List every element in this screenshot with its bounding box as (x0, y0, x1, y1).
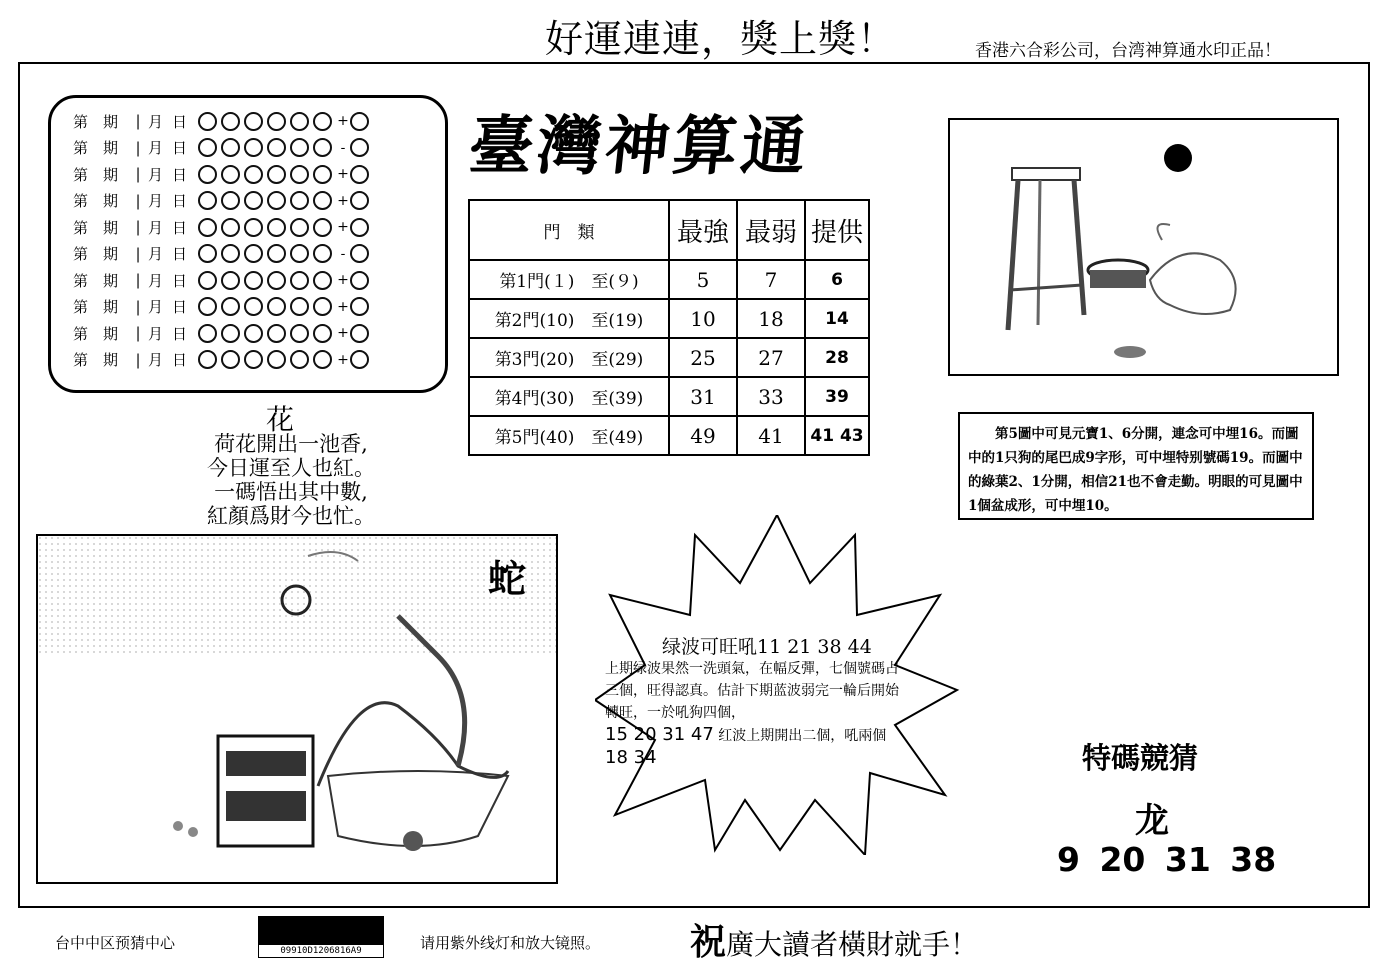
number-circle (267, 324, 286, 343)
header-strongest: 最強 (669, 200, 737, 260)
row-name: 第4門(30) 至(39) (469, 377, 669, 416)
period-label: 第 期 (73, 139, 119, 158)
period-label: 第 期 (73, 218, 119, 237)
dog-drawing (950, 120, 1337, 374)
number-circle (267, 244, 286, 263)
number-circle (244, 244, 263, 263)
month-label: 月 (148, 324, 164, 343)
row-provide: 6 (805, 260, 869, 299)
table-row (469, 338, 869, 377)
period-row (73, 294, 445, 321)
special-circle (350, 218, 369, 237)
number-circle (290, 324, 309, 343)
number-circle (221, 112, 240, 131)
divider: | (135, 244, 141, 263)
number-circle (313, 191, 332, 210)
row-strongest: 10 (669, 299, 737, 338)
month-label: 月 (148, 192, 164, 211)
period-label: 第 期 (73, 271, 119, 290)
number-circle (313, 138, 332, 157)
number-circle (267, 218, 286, 237)
sign-label: + (337, 113, 349, 130)
special-circle (350, 271, 369, 290)
number-circle (198, 138, 217, 157)
number-circle (221, 191, 240, 210)
number-circle (267, 138, 286, 157)
month-label: 月 (148, 245, 164, 264)
period-row (73, 161, 445, 188)
number-circle (244, 350, 263, 369)
number-circle (244, 138, 263, 157)
row-weakest: 27 (737, 338, 805, 377)
number-circle (244, 271, 263, 290)
table-row (469, 377, 869, 416)
sign-label: - (340, 139, 346, 156)
row-provide: 39 (805, 377, 869, 416)
header-weakest: 最弱 (737, 200, 805, 260)
period-label: 第 期 (73, 192, 119, 211)
number-circle (267, 112, 286, 131)
day-label: 日 (172, 351, 188, 370)
table-row (469, 416, 869, 455)
poem-line: 荷花開出一池香, (214, 432, 368, 456)
special-circle (350, 244, 369, 263)
number-circle (221, 165, 240, 184)
number-circle (221, 138, 240, 157)
day-label: 日 (172, 165, 188, 184)
period-row (73, 320, 445, 347)
month-label: 月 (148, 112, 164, 131)
period-row (73, 214, 445, 241)
period-row (73, 135, 445, 162)
number-circle (221, 218, 240, 237)
number-circle (221, 350, 240, 369)
burst-headline: 绿波可旺吼11 21 38 44 (662, 636, 872, 658)
header-category: 門 類 (469, 200, 669, 260)
day-label: 日 (172, 112, 188, 131)
number-circle (221, 271, 240, 290)
day-label: 日 (172, 271, 188, 290)
snake-drawing (38, 536, 556, 882)
period-row (73, 241, 445, 268)
row-name: 第2門(10) 至(19) (469, 299, 669, 338)
sign-label: + (337, 351, 349, 368)
day-label: 日 (172, 218, 188, 237)
page-title: 臺灣神算通 (465, 109, 814, 184)
month-label: 月 (148, 218, 164, 237)
center-name: 台中中区预猜中心 (55, 934, 176, 952)
number-circle (244, 218, 263, 237)
number-circle (198, 218, 217, 237)
burst-text: 上期绿波果然一洗頭氣，在幅反彈，七個號碼占三個，旺得認真。估計下期蓝波弱完一輪后開始轉旺，一於吼狗四個， (605, 661, 899, 721)
number-circle (313, 165, 332, 184)
day-label: 日 (172, 192, 188, 211)
poem-title: 花 (266, 403, 295, 436)
ingot-icon (1114, 346, 1146, 358)
period-label: 第 期 (73, 112, 119, 131)
sign-label: + (337, 192, 349, 209)
number-circle (313, 297, 332, 316)
number-circle (198, 324, 217, 343)
day-label: 日 (172, 324, 188, 343)
day-label: 日 (172, 298, 188, 317)
number-circle (198, 271, 217, 290)
wish-char: 祝 (690, 921, 727, 963)
snake-illustration (36, 534, 558, 884)
number-circle (198, 297, 217, 316)
burst-body (605, 658, 905, 770)
row-name: 第3門(20) 至(29) (469, 338, 669, 377)
number-circle (198, 244, 217, 263)
row-strongest: 25 (669, 338, 737, 377)
poem-line: 今日運至人也紅。 (207, 456, 375, 480)
number-circle (313, 271, 332, 290)
number-circle (244, 191, 263, 210)
number-circle (290, 112, 309, 131)
number-circle (198, 350, 217, 369)
poem-line: 紅顏爲財今也忙。 (207, 504, 375, 528)
number-circle (290, 297, 309, 316)
dog-icon (1150, 253, 1236, 314)
day-label: 日 (172, 139, 188, 158)
special-title: 特碼競猜 (1082, 741, 1199, 775)
table-row (469, 260, 869, 299)
row-name: 第5門(40) 至(49) (469, 416, 669, 455)
number-circle (290, 218, 309, 237)
period-row (73, 267, 445, 294)
number-circle (244, 112, 263, 131)
number-circle (267, 350, 286, 369)
sign-label: + (337, 166, 349, 183)
number-circle (244, 165, 263, 184)
divider: | (135, 191, 141, 210)
divider: | (135, 350, 141, 369)
number-circle (290, 191, 309, 210)
number-circle (221, 244, 240, 263)
row-weakest: 7 (737, 260, 805, 299)
special-circle (350, 191, 369, 210)
period-label: 第 期 (73, 324, 119, 343)
row-strongest: 5 (669, 260, 737, 299)
number-circle (313, 324, 332, 343)
number-circle (313, 244, 332, 263)
number-circle (313, 350, 332, 369)
wish-rest: 廣大讀者橫財就手！ (726, 928, 979, 961)
barcode (258, 916, 384, 958)
divider: | (135, 271, 141, 290)
special-circle (350, 165, 369, 184)
poem-text (196, 432, 386, 528)
dog-illustration (948, 118, 1339, 376)
burst-numbers-2: 18 34 (605, 747, 657, 768)
row-provide: 41 43 (805, 416, 869, 455)
row-provide: 28 (805, 338, 869, 377)
divider: | (135, 138, 141, 157)
row-weakest: 33 (737, 377, 805, 416)
row-provide: 14 (805, 299, 869, 338)
row-weakest: 18 (737, 299, 805, 338)
number-circle (244, 324, 263, 343)
period-label: 第 期 (73, 245, 119, 264)
wish-text (690, 914, 978, 965)
sign-label: + (337, 298, 349, 315)
special-circle (350, 350, 369, 369)
month-label: 月 (148, 165, 164, 184)
number-circle (267, 297, 286, 316)
number-circle (267, 271, 286, 290)
period-row (73, 108, 445, 135)
snake-label: 蛇 (488, 557, 527, 601)
sign-label: + (337, 272, 349, 289)
row-weakest: 41 (737, 416, 805, 455)
row-strongest: 31 (669, 377, 737, 416)
period-label: 第 期 (73, 165, 119, 184)
divider: | (135, 324, 141, 343)
special-circle (350, 138, 369, 157)
number-circle (290, 165, 309, 184)
sign-label: + (337, 325, 349, 342)
tagline-text: 香港六合彩公司，台湾神算通水印正品！ (975, 41, 1281, 61)
special-numbers: 9 20 31 38 (1057, 840, 1277, 879)
number-circle (290, 350, 309, 369)
period-row (73, 347, 445, 374)
barcode-number: 09910D1206816A9 (280, 946, 362, 956)
special-circle (350, 112, 369, 131)
period-label: 第 期 (73, 298, 119, 317)
number-circle (221, 297, 240, 316)
poem-line: 一碼悟出其中數, (214, 480, 368, 504)
number-circle (267, 191, 286, 210)
divider: | (135, 297, 141, 316)
number-circle (290, 271, 309, 290)
month-label: 月 (148, 351, 164, 370)
special-circle (350, 297, 369, 316)
sign-label: + (337, 219, 349, 236)
period-panel (48, 95, 448, 393)
table-row (469, 299, 869, 338)
number-circle (267, 165, 286, 184)
barcode-bars (259, 917, 383, 945)
table-header-row (469, 200, 869, 260)
period-label: 第 期 (73, 351, 119, 370)
row-name: 第1門(１) 至(９) (469, 260, 669, 299)
burst-text-2: 红波上期開出二個，吼兩個 (718, 728, 887, 744)
month-label: 月 (148, 139, 164, 158)
sign-label: - (340, 245, 346, 262)
number-circle (198, 191, 217, 210)
stool-top (1012, 168, 1080, 180)
hint-text: 第5圖中可見元寶1、6分開，連念可中埋16。而圖中的1只狗的尾巴成9字形，可中埋特别號碼19。而圖中的綠葉2、1分開，相信21也不會走勤。明眼的可見圖中1個盆成形，可中埋10。 (958, 412, 1314, 520)
divider: | (135, 218, 141, 237)
guess-table (468, 199, 870, 456)
number-circle (244, 297, 263, 316)
divider: | (135, 112, 141, 131)
day-label: 日 (172, 245, 188, 264)
number-circle (198, 165, 217, 184)
burst-numbers: 15 20 31 47 (605, 724, 714, 745)
row-strongest: 49 (669, 416, 737, 455)
banner-text: 好運連連，獎上獎！ (545, 17, 897, 61)
month-label: 月 (148, 298, 164, 317)
month-label: 月 (148, 271, 164, 290)
sun-icon (1164, 144, 1192, 172)
number-circle (313, 218, 332, 237)
number-circle (290, 244, 309, 263)
divider: | (135, 165, 141, 184)
instruction-text: 请用紫外线灯和放大镜照。 (420, 934, 601, 952)
number-circle (313, 112, 332, 131)
special-circle (350, 324, 369, 343)
number-circle (221, 324, 240, 343)
header-provide: 提供 (805, 200, 869, 260)
number-circle (198, 112, 217, 131)
period-row (73, 188, 445, 215)
number-circle (290, 138, 309, 157)
special-animal: 龙 (1135, 801, 1169, 841)
